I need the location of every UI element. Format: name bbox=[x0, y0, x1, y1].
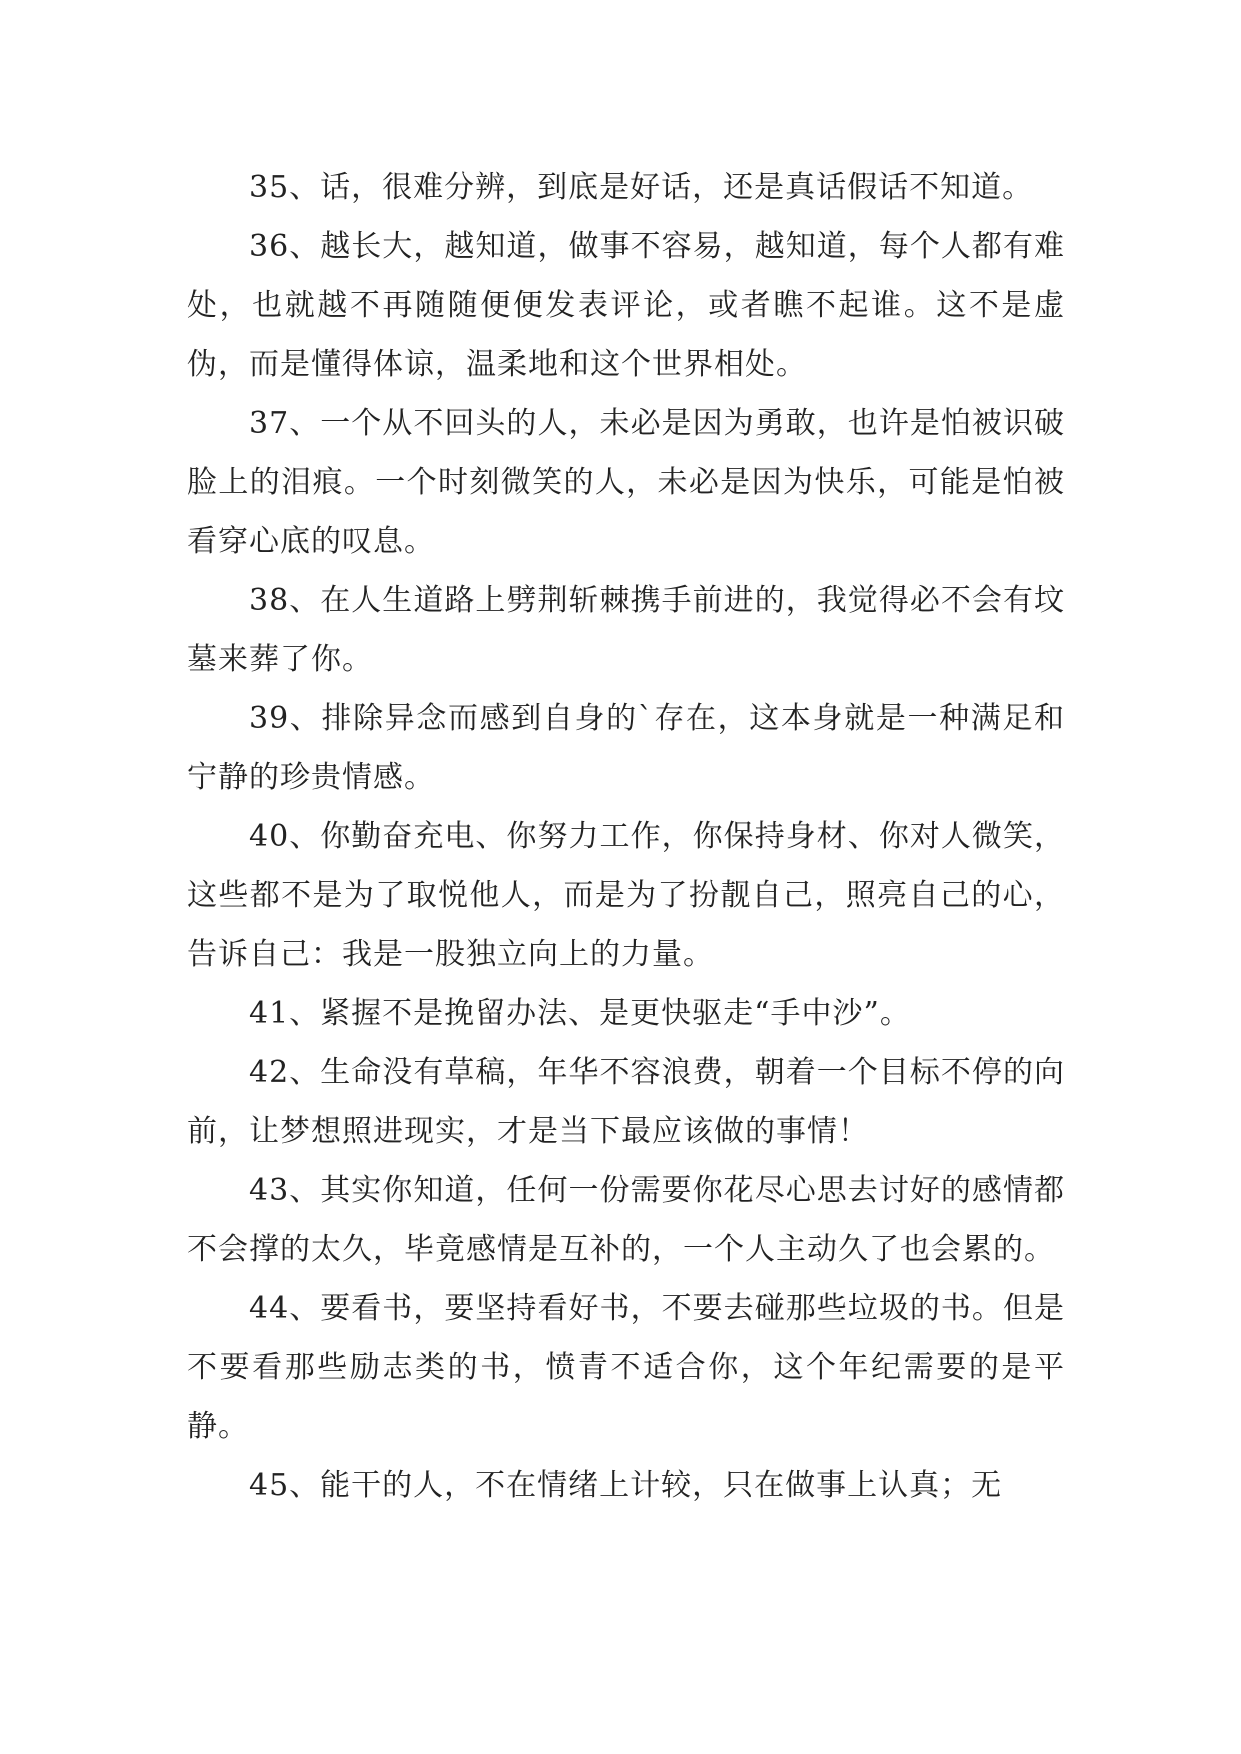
paragraph-35: 35、话，很难分辨，到底是好话，还是真话假话不知道。 bbox=[249, 170, 1034, 205]
document-body bbox=[187, 158, 1065, 1515]
paragraph-44: 44、要看书，要坚持看好书，不要去碰那些垃圾的书。但是不要看那些励志类的书，愤青不适合你，这个年纪需要的是平静。 bbox=[187, 1291, 1065, 1444]
paragraph-39: 39、排除异念而感到自身的`存在，这本身就是一种满足和宁静的珍贵情感。 bbox=[187, 701, 1065, 795]
paragraph-42: 42、生命没有草稿，年华不容浪费，朝着一个目标不停的向前，让梦想照进现实，才是当下最应该做的事情！ bbox=[187, 1055, 1065, 1149]
paragraph-45: 45、能干的人，不在情绪上计较，只在做事上认真；无 bbox=[249, 1468, 1003, 1503]
paragraph-37: 37、一个从不回头的人，未必是因为勇敢，也许是怕被识破脸上的泪痕。一个时刻微笑的人，未必是因为快乐，可能是怕被看穿心底的叹息。 bbox=[187, 406, 1065, 559]
paragraph-36: 36、越长大，越知道，做事不容易，越知道，每个人都有难处，也就越不再随随便便发表评论，或者瞧不起谁。这不是虚伪，而是懂得体谅，温柔地和这个世界相处。 bbox=[187, 229, 1065, 382]
paragraph-40: 40、你勤奋充电、你努力工作，你保持身材、你对人微笑，这些都不是为了取悦他人，而是为了扮靓自己，照亮自己的心，告诉自己：我是一股独立向上的力量。 bbox=[187, 819, 1065, 972]
paragraph-43: 43、其实你知道，任何一份需要你花尽心思去讨好的感情都不会撑的太久，毕竟感情是互补的，一个人主动久了也会累的。 bbox=[187, 1173, 1065, 1267]
paragraph-38: 38、在人生道路上劈荆斩棘携手前进的，我觉得必不会有坟墓来葬了你。 bbox=[187, 583, 1065, 677]
paragraph-41: 41、紧握不是挽留办法、是更快驱走“手中沙”。 bbox=[249, 996, 911, 1031]
